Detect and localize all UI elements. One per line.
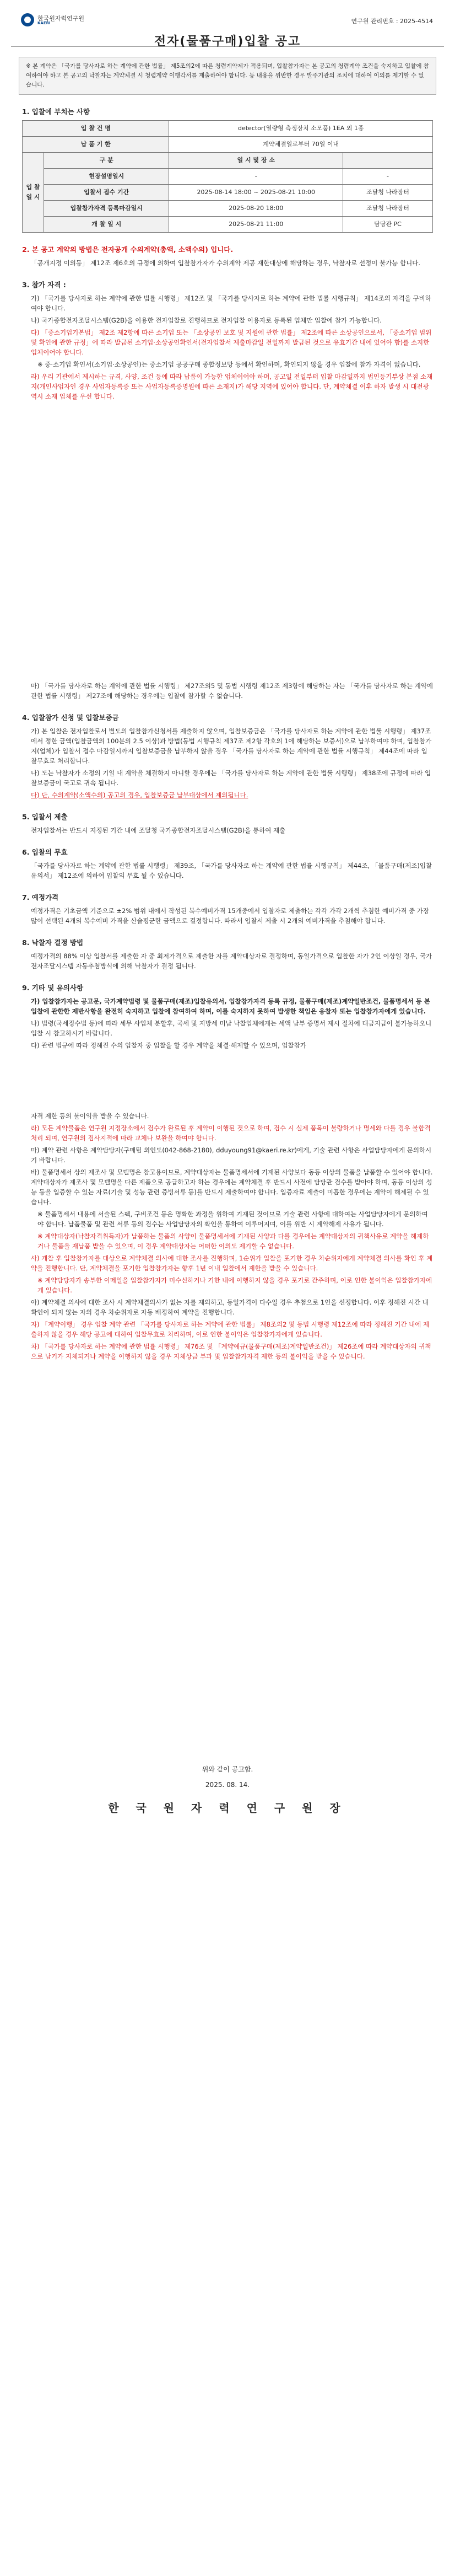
logo-sub: KAERI	[37, 21, 51, 25]
table-cell: 입찰서 접수 기간	[44, 185, 169, 201]
section-4-heading: 4. 입찰참가 신청 및 입찰보증금	[22, 713, 119, 722]
section-1-heading: 1. 입찰에 부치는 사항	[22, 108, 90, 116]
section-8-text: 예정가격의 88% 이상 입찰서를 제출한 자 중 최저가격으로 제출한 자를 계약대상자로 결정하며, 동일가격으로 입찰한 자가 2인 이상일 경우, 국가전자조달시스템 자동추첨방식에 의해 낙찰자가 결정 됩니다.	[31, 952, 432, 970]
list-item: ※ 중·소기업 확인서(소기업·소상공인)는 중소기업 공공구매 종합정보망 등에서 확인하며, 확인되지 않을 경우 입찰에 참가 자격이 없습니다.	[37, 361, 421, 368]
section-3-cont	[22, 681, 433, 701]
section-8	[22, 938, 433, 971]
kaeri-logo	[21, 13, 87, 26]
section-5-heading: 5. 입찰서 제출	[22, 813, 68, 821]
bid-schedule-label: 입 찰 일 시	[23, 153, 44, 233]
list-item: 라) 우리 기관에서 제시하는 규격, 사양, 조건 등에 따라 납품이 가능한 업체이어야 하며, 공고일 전일부터 입찰 마감일까지 법인등기부상 본점 소재지(개인사업자인 경우 사업자등록증 또는 사업자등록증명원에 따른 소재지)가 해당 지역에 있어야 합니다. 단, 계약체결 이후 하자 발생 시 대전광역시 소재 업체를 우선 합니다.	[31, 373, 433, 400]
table-cell: 2025-08-21 11:00	[169, 217, 343, 233]
section-5-text: 전자입찰서는 반드시 지정된 기간 내에 조달청 국가종합전자조달시스템(G2B)을 통하여 제출	[31, 827, 286, 834]
section-5	[22, 812, 433, 835]
table-cell: 개 찰 일 시	[44, 217, 169, 233]
document-page-4	[11, 1740, 444, 1977]
list-item: 차) 「국가를 당사자로 하는 계약에 관한 법률 시행령」 제76조 및 「계약예규(물품구매(제조)계약일반조건)」 제26조에 따라 계약대상자의 귀책으로 납기가 지체되거나 계약을 이행하지 않을 경우 지체상금 부과 및 입찰참가자격 제한 등의 불이익을 받을 수 있습니다.	[31, 1343, 431, 1360]
table-row	[23, 137, 433, 153]
document-header	[11, 8, 444, 47]
table-header-cell: 구 분	[44, 153, 169, 169]
closing-line: 위와 같이 공고함.	[202, 1765, 253, 1773]
list-item: 다) 단, 수의계약(소액수의) 공고의 경우, 입찰보증금 납부대상에서 제외됩니다.	[31, 791, 248, 799]
section-1	[22, 107, 433, 233]
list-item: 나) 도는 낙찰자가 소정의 기일 내 계약을 체결하지 아니할 경우에는 「국가를 당사자로 하는 계약에 관한 법률 시행령」 제38조에 규정에 따라 입찰보증금이 국고로 귀속 됩니다.	[31, 769, 431, 787]
logo-name: 한국원자력연구원	[37, 15, 85, 22]
section-6	[22, 847, 433, 881]
section-3	[22, 280, 433, 401]
list-item: ※ 계약대상자(낙찰자격취득자)가 납품하는 물품의 사양이 물품명세서에 기재된 사양과 다를 경우에는 계약대상자의 귀책사유로 계약을 해제하거나 물품을 재납품 받을 수 있으며, 이 경우 계약대상자는 어떠한 이의도 제기할 수 없습니다.	[37, 1232, 429, 1250]
table-header-cell: 일 시 및 장 소	[169, 153, 343, 169]
closing-block	[11, 1762, 444, 1816]
section-7-heading: 7. 예정가격	[22, 893, 59, 901]
agency-name: 한 국 원 자 력 연 구 원 장	[108, 1801, 347, 1815]
list-item: 가) 「국가를 당사자로 하는 계약에 관한 법률 시행령」 제12조 및 「국가를 당사자로 하는 계약에 관한 법률 시행규칙」 제14조의 자격을 구비하여야 합니다.	[31, 294, 431, 312]
table-row	[23, 169, 433, 185]
section-9-cont	[22, 1111, 433, 1361]
document-number: 연구원 관리번호 : 2025-4514	[351, 18, 433, 25]
table-cell: -	[169, 169, 343, 185]
section-4	[22, 713, 433, 800]
document-page-3	[11, 1105, 444, 1729]
section-3-heading: 3. 참가 자격 :	[22, 281, 66, 289]
closing-date: 2025. 08. 14.	[205, 1781, 250, 1789]
table-cell: 2025-08-20 18:00	[169, 201, 343, 217]
section-8-heading: 8. 낙찰자 결정 방법	[22, 938, 84, 947]
section-2	[22, 245, 433, 268]
list-item: ※ 물품명세서 내용에 서술된 스펙, 구비조건 등은 명확한 과정을 위하여 기재된 것이므로 기술 관련 사항에 대하여는 사업담당자에게 문의하여야 합니다. 납품물품 및 관련 서류 등의 검수는 사업담당자의 확인을 통하여 이루어지며, 이를 위반 시 계약해제 사유가 됩니다.	[37, 1210, 428, 1228]
table-row	[23, 217, 433, 233]
table-row	[23, 153, 433, 169]
table-cell: 2025-08-14 18:00 ~ 2025-08-21 10:00	[169, 185, 343, 201]
table-cell: -	[343, 169, 433, 185]
list-item: 다) 「중소기업기본법」 제2조 제2항에 따른 소기업 또는 「소상공인 보호 및 지원에 관한 법률」 제2조에 따른 소상공인으로서, 「중소기업 범위 및 확인에 관한 규정」에 따라 발급된 소기업·소상공인확인서(전자입찰서 제출마감일 전일까지 발급된 것으로 유효기간 내에 있어야 함)를 소지한 업체이어야 합니다.	[31, 329, 432, 356]
section-2-heading: 2. 본 공고 계약의 방법은 전자공개 수의계약(총액, 소액수의) 입니다.	[22, 245, 234, 254]
list-item: 마) 「국가를 당사자로 하는 계약에 관한 법률 시행령」 제27조의5 및 동법 시행령 제12조 제3항에 해당하는 자는 「국가를 당사자로 하는 계약에 관한 법률 시행령」 제27조에 해당하는 경우에는 입찰에 참가할 수 없습니다.	[31, 682, 434, 700]
row-label: 입 찰 건 명	[23, 121, 169, 137]
section-6-heading: 6. 입찰의 무효	[22, 848, 68, 856]
section-9	[22, 983, 433, 1050]
integrity-notice: ※ 본 계약은 「국가를 당사자로 하는 계약에 관한 법률」 제5조의2에 따른 청렴계약제가 적용되며, 입찰참가자는 본 공고의 청렴계약 조건을 숙지하고 입찰에 참여하여야 하고 본 공고의 낙찰자는 계약체결 시 청렴계약 이행각서를 제출하여야 합니다. 등 내용을 위반한 경우 발주기관의 조치에 대하여 이의를 제기할 수 없습니다.	[19, 57, 436, 95]
list-item: ※ 계약담당자가 송부한 이메일을 입찰참가자가 미수신하거나 기한 내에 이행하지 않을 경우 포기로 간주하며, 이로 인한 불이익은 입찰참가자에게 있습니다.	[37, 1276, 432, 1294]
table-cell: 담당관 PC	[343, 217, 433, 233]
table-cell: 조달청 나라장터	[343, 201, 433, 217]
row-value: 계약체결일로부터 70일 이내	[169, 137, 433, 153]
list-item: 자) 「계약이행」 경우 입찰 계약 관련 「국가를 당사자로 하는 계약에 관한 법률」 제8조의2 및 동법 시행령 제12조에 따라 정해진 기간 내에 제출하지 않을 경우 해당 공고에 대하여 입찰무효로 처리하며, 이로 인한 불이익은 입찰참가자에게 있습니다.	[31, 1321, 430, 1338]
bid-info-table	[22, 120, 433, 233]
list-item: 마) 계약 관련 사항은 계약담당자(구매팀 외인도(042-868-2180), dduyoung91@kaeri.re.kr)에게, 기술 관련 사항은 사업담당자에게 문의하시기 바랍니다.	[31, 1146, 432, 1164]
list-item: 라) 모든 계약물품은 연구원 지정장소에서 검수가 완료된 후 계약이 이행된 것으로 하며, 검수 시 실제 품목이 불량하거나 명세와 다를 경우 불합격 처리 되며, 연구원의 검사지적에 따라 교체나 보완을 하여야 합니다.	[31, 1124, 431, 1142]
table-row	[23, 185, 433, 201]
list-item: 바) 물품명세서 상의 제조사 및 모델명은 참고용이므로, 계약대상자는 물품명세서에 기재된 사양보다 동등 이상의 물품을 납품할 수 있어야 합니다. 계약대상자가 제조사 및 모델명을 다른 제품으로 공급하고자 하는 경우에는 계약체결 후 반드시 사전에 담당관 검수를 받아야 하며, 동등 이상의 성능 등을 입증할 수 있는 자료(기술 및 성능 관련 증빙서류 등)를 반드시 제출하여야 합니다. 입증자료 제출이 미흡한 경우에는 계약이 해제될 수 있습니다.	[31, 1168, 433, 1206]
section-6-text: 「국가를 당사자로 하는 계약에 관한 법률 시행령」 제39조, 「국가를 당사자로 하는 계약에 관한 법률 시행규칙」 제44조, 「물품구매(제조)입찰유의서」 제12조에 의하여 입찰의 무효 될 수 있습니다.	[31, 862, 432, 879]
kaeri-logo-icon	[21, 13, 34, 26]
list-item: 아) 계약체결 의사에 대한 조사 시 계약체결의사가 없는 자를 제외하고, 동일가격이 다수일 경우 추첨으로 1인을 선정합니다. 이후 정해진 시간 내 확인이 되지 않는 자의 경우 차순위자로 자동 배정하여 계약을 진행합니다.	[31, 1298, 429, 1316]
list-item: 가) 입찰참가자는 공고문, 국가계약법령 및 물품구매(제조)입찰유의서, 입찰참가자격 등록 규정, 물품구매(제조)계약일반조건, 물품명세서 등 본 입찰에 관한한 제반사항을 완전히 숙지하고 입찰에 참여하여 하며, 이를 숙지하지 못하여 발생한 책임은 응찰자 또는 입찰참가자에게 있습니다.	[31, 997, 431, 1015]
document-page-1	[11, 8, 444, 658]
section-7	[22, 893, 433, 926]
list-item: 가) 본 입찰은 전자입찰로서 별도의 입찰참가신청서를 제출하지 않으며, 입찰보증금은 「국가를 당사자로 하는 계약에 관한 법률 시행령」 제37조에서 정한 금액(입찰금액의 100분의 2.5 이상)과 방법(동법 시행규칙 제37조 제2항 각호의 1에 해당하는 보증서)으로 납부하여야 하며, 입찰참가지(업체)가 입찰서 접수 마감일시까지 입찰보증금을 납부하지 않을 경우 「국가를 당사자로 하는 계약에 관한 법률 시행규칙」 제44조에 따라 입찰무효로 처리합니다.	[31, 727, 432, 765]
table-row	[23, 201, 433, 217]
list-item: 나) 법령(국세징수법 등)에 따라 세무 사업체 분할후, 국세 및 지방세 미납 낙찰업체에게는 세액 납부 증명서 제시 절차에 대금지급이 불가능하오니 입찰 시 참고하시기 바랍니다.	[31, 1019, 432, 1037]
section-7-text: 예정가격은 기초금액 기준으로 ±2% 범위 내에서 작성된 복수예비가격 15개중에서 입찰자로 제출하는 각각 가각 2개씩 추첨한 예비가격 중 가장 많이 선택된 4개의 복수예비 가격을 산술평균한 금액으로 결정합니다. 따라서 입찰서 제출 시 2개의 예비가격을 추첨해야 합니다.	[31, 907, 429, 925]
page-title: 전자(물품구매)입찰 공고	[154, 35, 301, 49]
table-cell: 현장설명일시	[44, 169, 169, 185]
document-page-2	[11, 675, 444, 1094]
row-value: detector(열량형 측정장치 소모품) 1EA 외 1종	[169, 121, 433, 137]
table-row	[23, 121, 433, 137]
table-cell: 입찰참가자격 등록마감일시	[44, 201, 169, 217]
list-item: 나) 국가종합전자조달시스템(G2B)을 이용한 전자입찰로 진행하므로 전자입찰 이용자로 등록된 업체만 입찰에 참가 가능합니다.	[31, 316, 382, 324]
list-item: 사) 개찰 후 입찰참가자를 대상으로 계약체결 의사에 대한 조사를 진행하며, 1순위가 입찰을 포기한 경우 차순위자에게 계약체결 의사를 확인 후 계약을 진행합니다. 단, 계약체결을 포기한 입찰참가자는 향후 1년 이내 입찰에서 제한을 받을 수 있습니다.	[31, 1254, 433, 1272]
list-item: 다) 관련 법규에 따라 정해진 수의 입찰자 중 입찰을 할 경우 계약을 체결·해제할 수 있으며, 입찰참가	[31, 1042, 306, 1049]
table-cell: 조달청 나라장터	[343, 185, 433, 201]
table-header-cell	[343, 153, 433, 169]
section-9-heading: 9. 기타 및 유의사항	[22, 984, 84, 992]
section-2-text: 「공개지정 이의등」 제12조 제6호의 규정에 의하여 입찰참가자가 수의계약 제공 재한대상에 해당하는 경우, 낙찰자로 선정이 불가능 합니다.	[31, 259, 420, 267]
list-item: 자격 제한 등의 불이익을 받을 수 있습니다.	[31, 1112, 149, 1120]
row-label: 납 품 기 한	[23, 137, 169, 153]
